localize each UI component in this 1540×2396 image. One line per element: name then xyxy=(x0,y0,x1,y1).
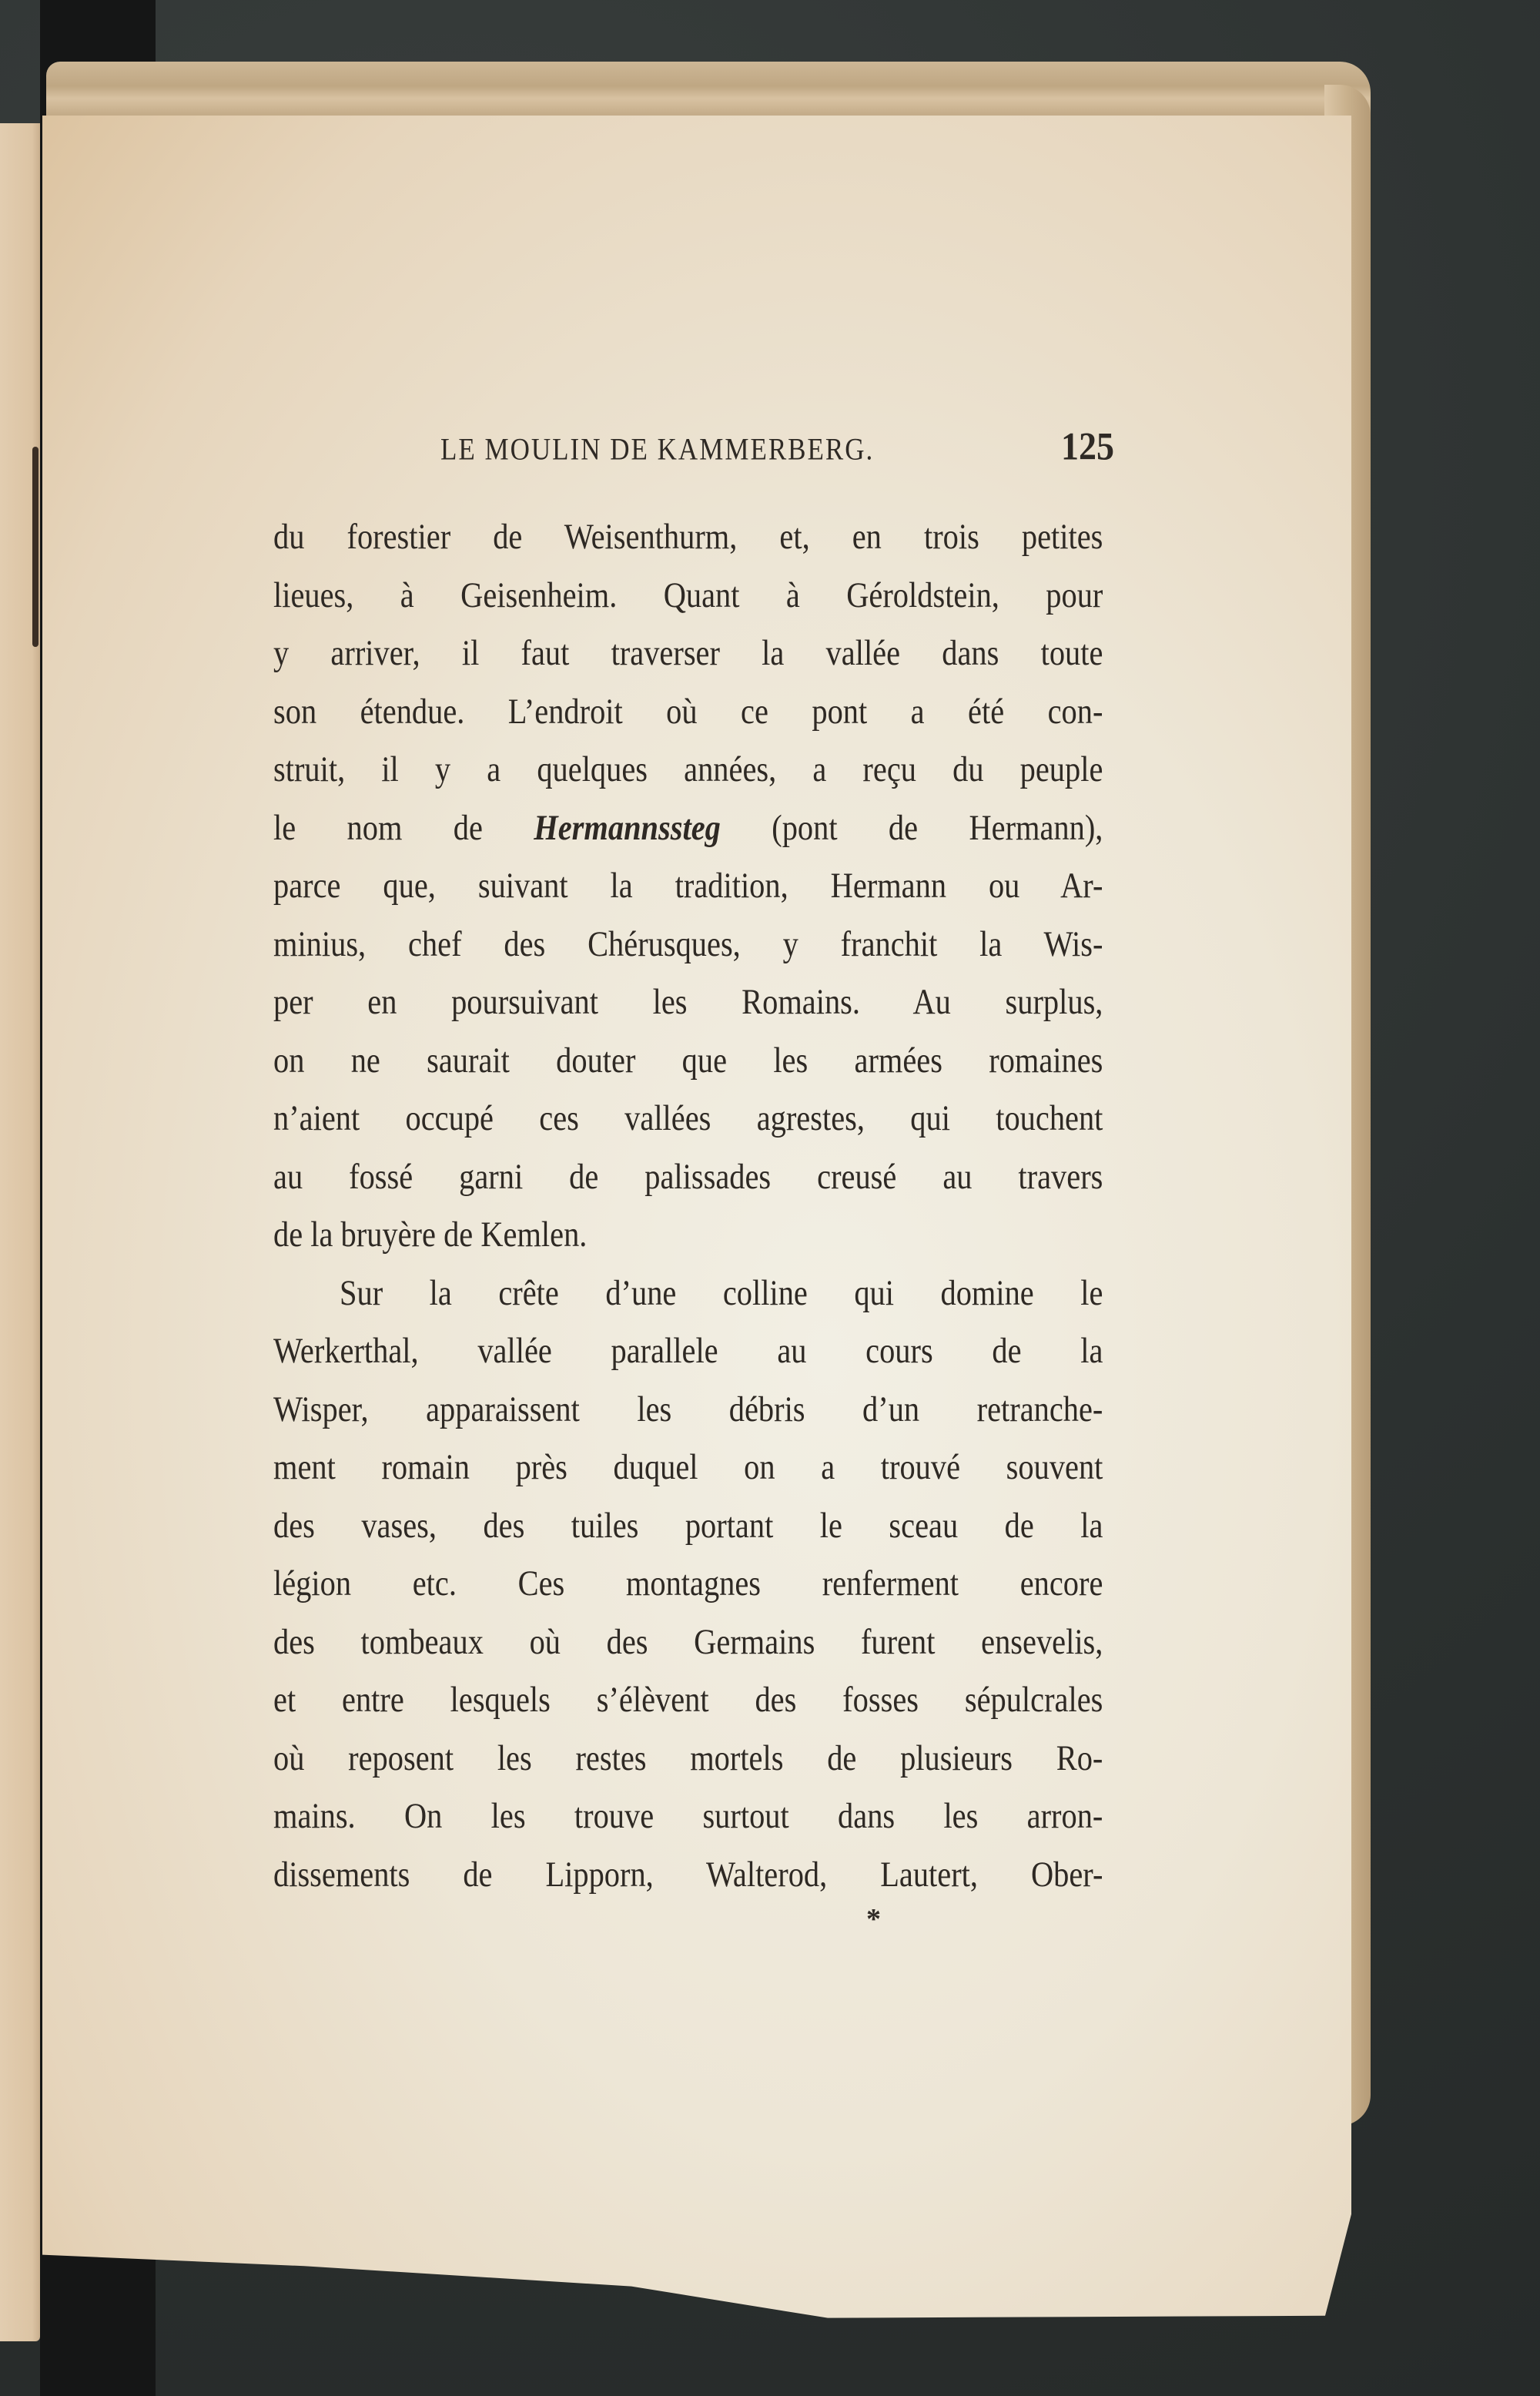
page-number: 125 xyxy=(1061,424,1114,468)
text-line: dissements de Lipporn, Walterod, Lautert, Ober- xyxy=(273,1854,1103,1895)
page-tear xyxy=(32,447,38,647)
page-stack-top xyxy=(46,62,1371,123)
text-line: y arriver, il faut traverser la vallée dans toute xyxy=(273,633,1103,673)
text-line: mains. On les trouve surtout dans les arron- xyxy=(273,1796,1103,1836)
text-line: du forestier de Weisenthurm, et, en trois petites xyxy=(273,517,1103,557)
text-line: et entre lesquels s’élèvent des fosses sépulcrales xyxy=(273,1680,1103,1720)
running-head xyxy=(440,426,1114,472)
text-line: lieues, à Geisenheim. Quant à Géroldstein, pour xyxy=(273,575,1103,615)
paragraph-1 xyxy=(273,508,1105,1265)
previous-page-edge xyxy=(0,123,40,2341)
text-line: ment romain près duquel on a trouvé souvent xyxy=(273,1447,1103,1487)
text-line: Sur la crête d’une colline qui domine le xyxy=(340,1272,1103,1313)
text-line: de la bruyère de Kemlen. xyxy=(273,1215,588,1255)
body-text xyxy=(273,508,1105,1904)
text-line: Wisper, apparaissent les débris d’un retranche- xyxy=(273,1389,1103,1429)
text-line: per en poursuivant les Romains. Au surplus, xyxy=(273,982,1103,1022)
text-line: légion etc. Ces montagnes renferment encore xyxy=(273,1563,1103,1603)
signature-mark-asterisk: * xyxy=(866,1903,881,1935)
running-title: LE MOULIN DE KAMMERBERG. xyxy=(440,432,875,467)
text-line: son étendue. L’endroit où ce pont a été con- xyxy=(273,691,1103,732)
text-line xyxy=(273,799,1103,858)
text-line: parce que, suivant la tradition, Hermann ou Ar- xyxy=(273,866,1103,906)
text-line: n’aient occupé ces vallées agrestes, qui touchent xyxy=(273,1098,1103,1138)
text-line: des tombeaux où des Germains furent ensevelis, xyxy=(273,1621,1103,1662)
text-line: struit, il y a quelques années, a reçu du peuple xyxy=(273,749,1103,789)
text-line: où reposent les restes mortels de plusieurs Ro- xyxy=(273,1738,1103,1778)
italic-term: Hermannssteg xyxy=(534,807,721,848)
text-segment: (pont de Hermann), xyxy=(720,807,1103,848)
text-line: on ne saurait douter que les armées romaines xyxy=(273,1040,1103,1081)
text-segment: le nom de xyxy=(273,807,534,848)
text-line: au fossé garni de palissades creusé au travers xyxy=(273,1156,1103,1197)
text-line: minius, chef des Chérusques, y franchit la Wis- xyxy=(273,923,1103,964)
text-line: Werkerthal, vallée parallele au cours de la xyxy=(273,1331,1103,1371)
paragraph-2 xyxy=(273,1265,1105,1905)
text-line: des vases, des tuiles portant le sceau de la xyxy=(273,1505,1103,1546)
